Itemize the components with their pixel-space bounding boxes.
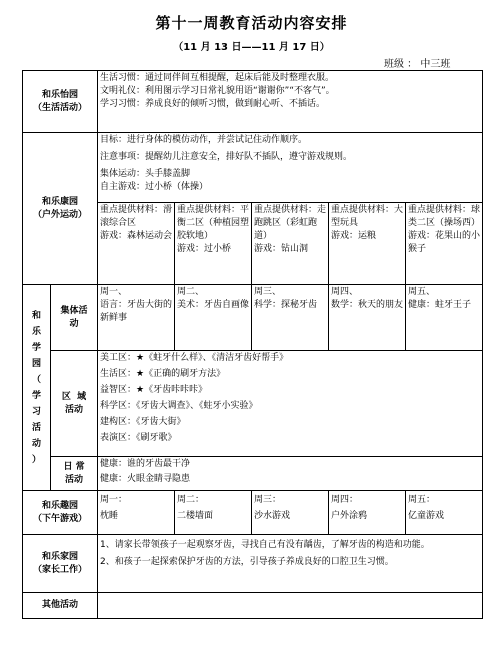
learning-section-label — [23, 285, 51, 491]
sports-day-text: 重点提供材料：滑滚综合区 游戏：森林运动会 — [100, 205, 173, 241]
sports-section-label — [23, 133, 98, 285]
learning-label-char: 动 — [31, 438, 41, 449]
sports-label-line: （户外运动） — [33, 209, 88, 220]
family-content — [98, 535, 483, 593]
family-section-label — [23, 535, 98, 593]
daily-content — [98, 457, 483, 491]
zone-label-line: 活动 — [65, 404, 84, 415]
family-item: 1、请家长带领孩子一起观察牙齿，寻找自己有没有龋齿，了解牙齿的构造和功能。 — [100, 540, 430, 550]
sports-intro-item: 集体运动：头手膝盖脚 — [100, 169, 191, 179]
family-label-line: 和乐家园 — [42, 551, 79, 562]
sports-day-text: 重点提供材料：平衡二区（种植园塑胶软地） 游戏：过小桥 — [177, 205, 250, 254]
group-day-1 — [98, 285, 175, 351]
sports-day-1 — [98, 203, 175, 285]
games-day-3 — [252, 491, 329, 535]
zone-item: 美工区：★《蛀牙什么样》、《清洁牙齿好帮手》 — [100, 353, 289, 363]
zone-item: 生活区：★《正确的刷牙方法》 — [100, 369, 226, 379]
daily-item: 健康：谁的牙齿最干净 — [100, 459, 191, 469]
games-day-4 — [329, 491, 406, 535]
zone-item: 表演区：《刷牙歌》 — [100, 433, 177, 443]
life-item: 学习习惯：养成良好的倾听习惯，做到耐心听、不插话。 — [100, 99, 326, 109]
games-day-1 — [98, 491, 175, 535]
games-day-2 — [175, 491, 252, 535]
learning-label-char: 习 — [31, 406, 41, 417]
page-title: 第十一周教育活动内容安排 — [155, 14, 348, 32]
other-section-label — [23, 593, 98, 619]
life-item: 文明礼仪：利用图示学习日常礼貌用语“谢谢你”“不客气”。 — [100, 86, 335, 96]
daily-label-line: 活动 — [65, 474, 84, 485]
sports-intro-item: 自主游戏：过小桥（体操） — [100, 182, 209, 192]
group-day-4 — [329, 285, 406, 351]
learning-label-char: 活 — [31, 422, 41, 433]
life-label-line: 和乐怡园 — [42, 89, 79, 100]
sports-intro-item: 目标：进行身体的模仿动作，并尝试记住动作顺序。 — [100, 135, 308, 145]
other-content — [98, 593, 483, 619]
games-day-text: 周三： 沙水游戏 — [254, 495, 291, 521]
games-label-line: （下午游戏） — [33, 513, 88, 524]
group-label-line: 动 — [69, 318, 79, 329]
life-item: 生活习惯：通过同伴间互相提醒，起床后能及时整理衣服。 — [100, 73, 335, 83]
sports-intro-item: 注意事项：提醒幼儿注意安全，排好队不插队，遵守游戏规则。 — [100, 152, 353, 162]
zone-item: 建构区：《牙齿大街》 — [100, 417, 186, 427]
zone-label-line: 区 域 — [61, 391, 87, 402]
zone-item: 科学区：《牙齿大调查》、《蛀牙小实验》 — [100, 401, 258, 411]
sports-day-5 — [406, 203, 483, 285]
group-day-text: 周二、 美术：牙齿自画像 — [177, 287, 250, 310]
group-day-3 — [252, 285, 329, 351]
games-day-text: 周二： 二楼墙面 — [177, 495, 214, 521]
family-item: 2、和孩子一起探索保护牙齿的方法，引导孩子养成良好的口腔卫生习惯。 — [100, 557, 394, 567]
sports-day-text: 重点提供材料：球类二区（操场西） 游戏：花果山的小猴子 — [408, 205, 481, 254]
sports-day-2 — [175, 203, 252, 285]
games-day-text: 周五： 亿童游戏 — [408, 495, 445, 521]
group-day-text: 周四、 数学：秋天的朋友 — [331, 287, 404, 310]
other-label-text: 其他活动 — [42, 600, 79, 610]
sports-day-3 — [252, 203, 329, 285]
zone-activity-label — [51, 351, 98, 457]
games-day-5 — [406, 491, 483, 535]
zone-item: 益智区：★《牙齿咔咔咔》 — [100, 385, 208, 395]
class-label: 班级 ： 中三班 — [384, 59, 451, 70]
life-content — [98, 71, 483, 133]
life-section-label — [23, 71, 98, 133]
learning-label-char: 学 — [31, 390, 41, 401]
daily-item: 健康：火眼金睛寻隐患 — [100, 474, 191, 484]
games-label-line: 和乐趣园 — [42, 500, 79, 511]
family-label-line: （家长工作） — [33, 564, 88, 575]
learning-label-char: 学 — [31, 342, 41, 353]
learning-label-char: 乐 — [31, 326, 41, 337]
group-day-2 — [175, 285, 252, 351]
zone-content — [98, 351, 483, 457]
games-day-text: 周四： 户外涂鸦 — [331, 495, 368, 521]
learning-label-char: ） — [31, 454, 41, 465]
group-day-5 — [406, 285, 483, 351]
learning-label-char: 园 — [31, 358, 41, 369]
learning-label-char: （ — [31, 374, 41, 385]
life-label-line: （生活活动） — [33, 102, 88, 113]
sports-day-4 — [329, 203, 406, 285]
schedule-table — [22, 70, 483, 619]
sports-label-line: 和乐康园 — [42, 196, 79, 207]
sports-day-text: 重点提供材料：大型玩具 游戏：运粮 — [331, 205, 404, 241]
sports-intro — [98, 133, 483, 203]
group-day-text: 周五、 健康：蛀牙王子 — [408, 287, 472, 310]
games-day-text: 周一： 枕睡 — [100, 495, 128, 521]
daily-activity-label — [51, 457, 98, 491]
group-activity-label — [51, 285, 98, 351]
learning-label-char: 和 — [31, 310, 41, 321]
group-day-text: 周一、 语言：牙齿大街的新鲜事 — [100, 287, 173, 323]
group-label-line: 集体活 — [60, 305, 88, 316]
date-range: （11 月 13 日——11 月 17 日） — [173, 42, 330, 53]
games-section-label — [23, 491, 98, 535]
group-day-text: 周三、 科学：探秘牙齿 — [254, 287, 318, 310]
sports-day-text: 重点提供材料：走跑跳区（彩虹跑道） 游戏：钻山洞 — [254, 205, 327, 254]
daily-label-line: 日 常 — [63, 461, 85, 472]
